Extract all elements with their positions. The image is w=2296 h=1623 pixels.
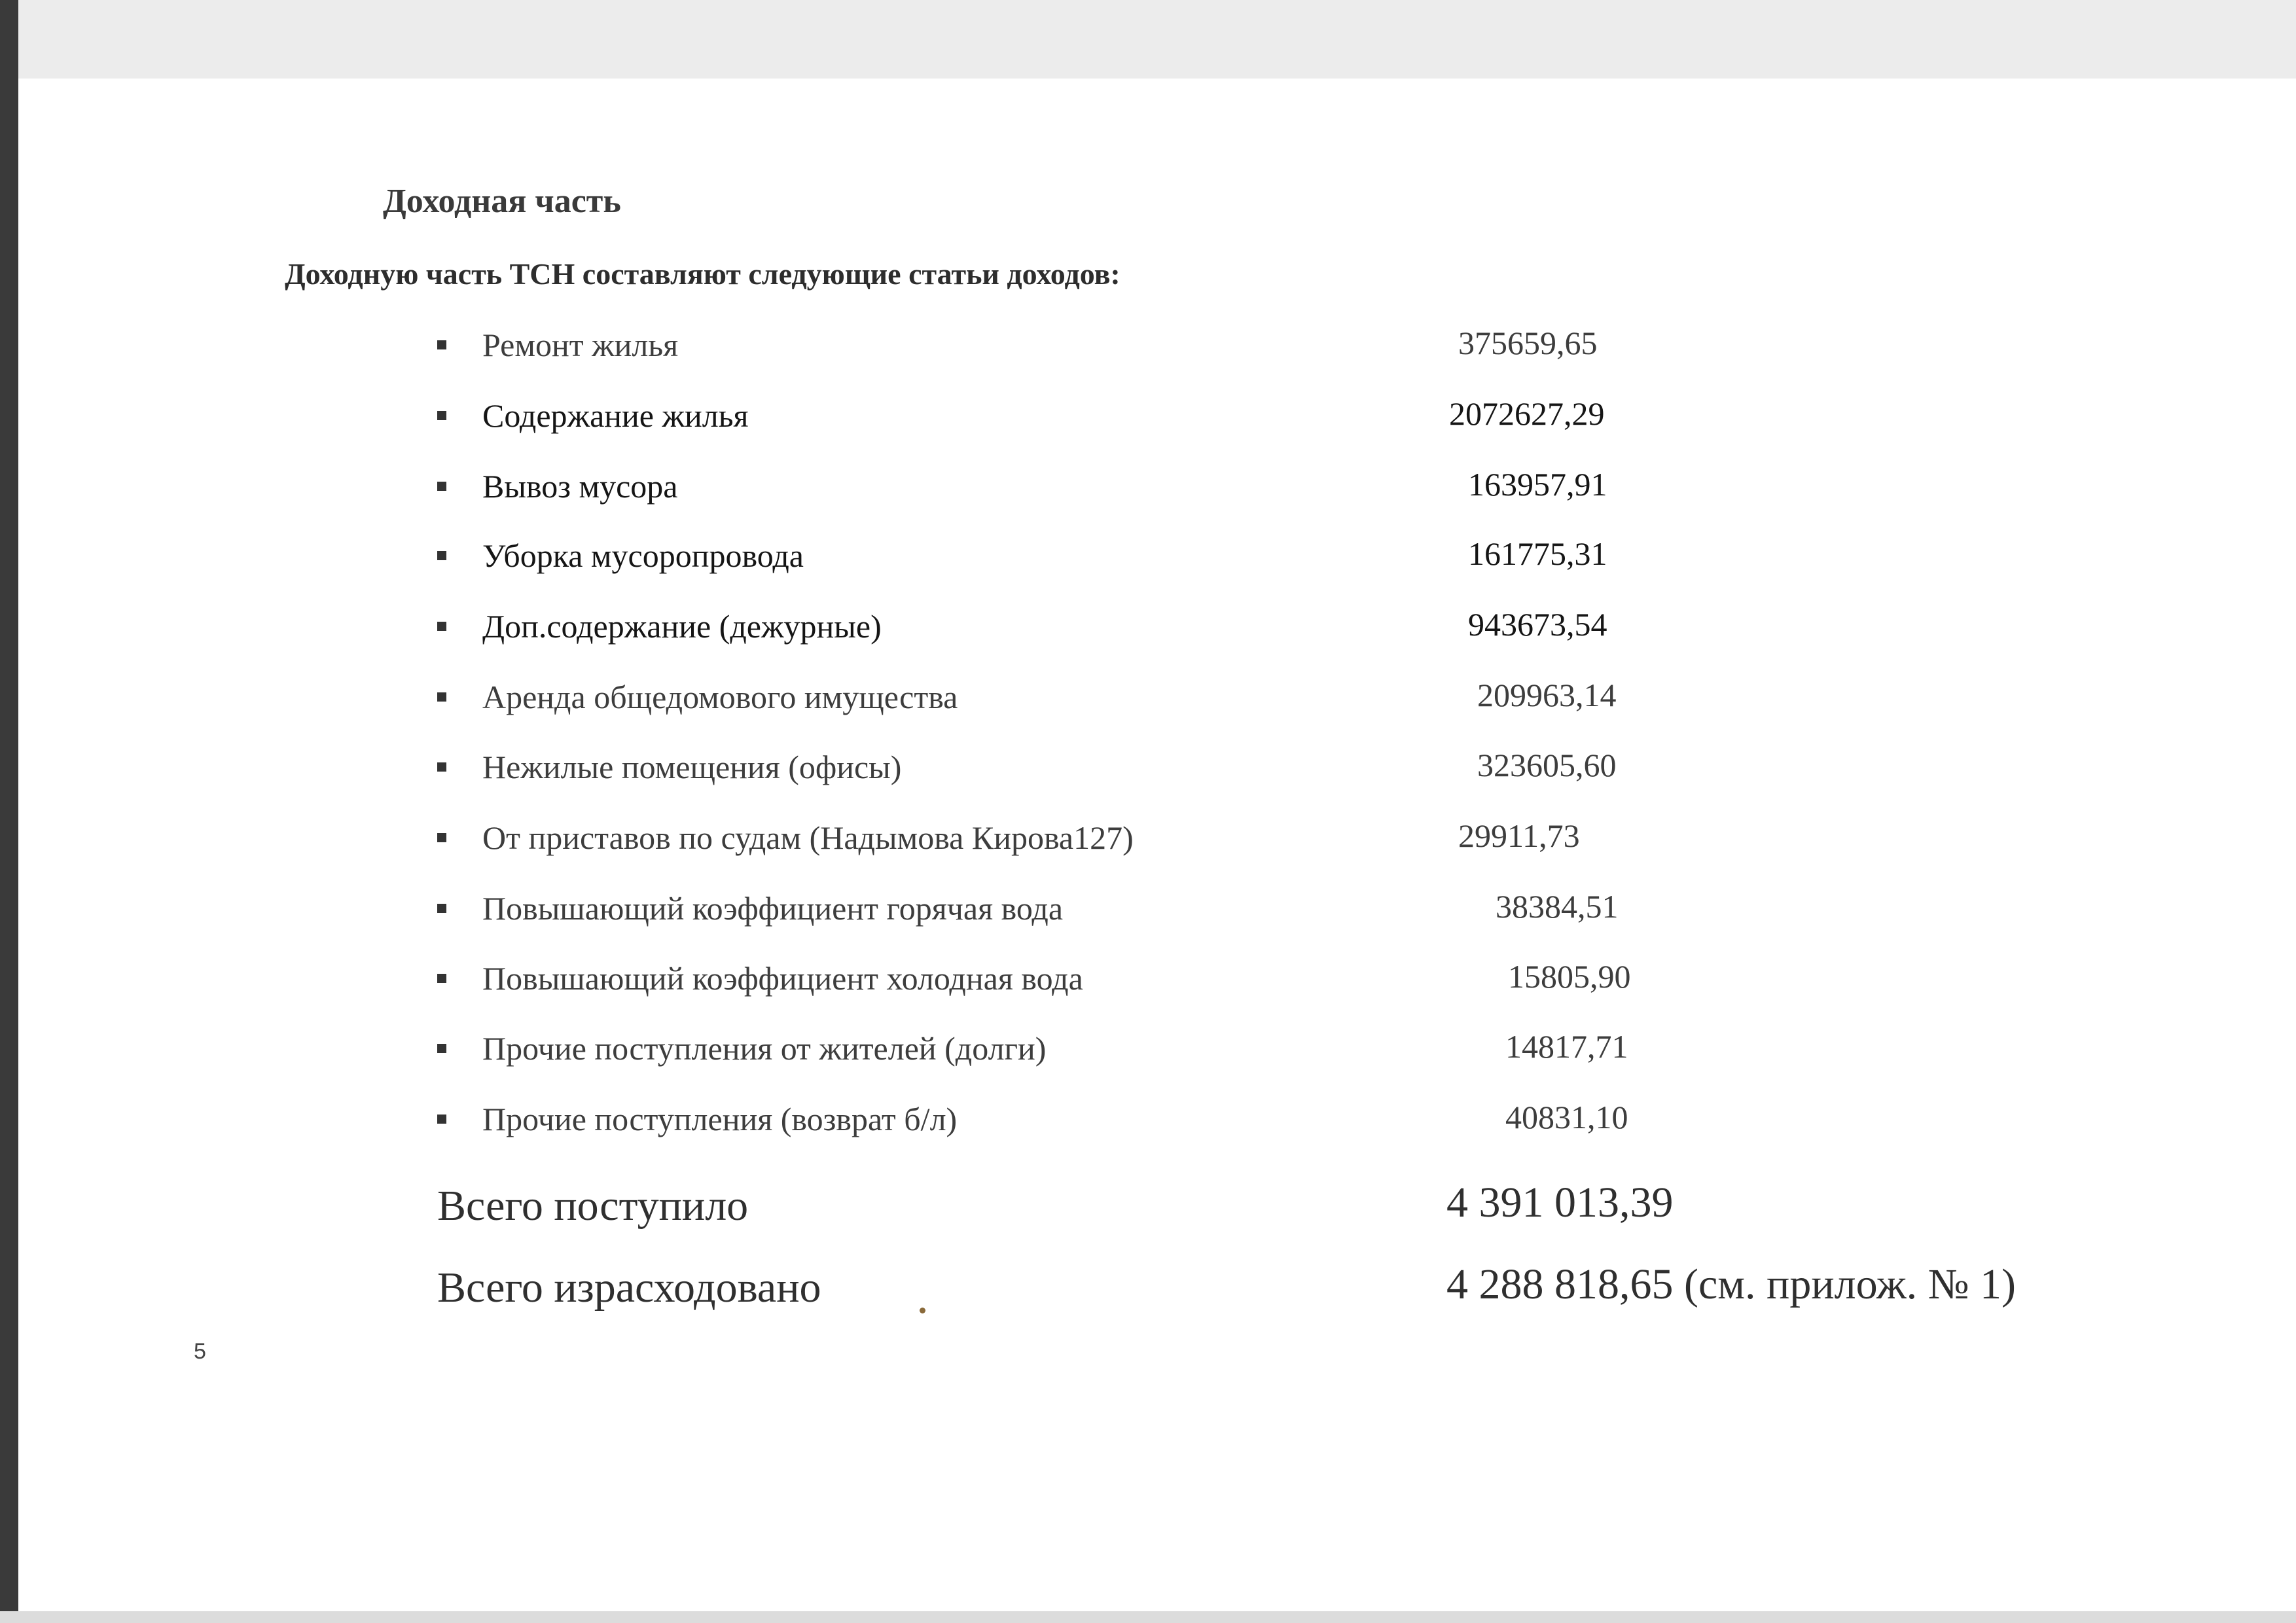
- bullet-icon: [437, 692, 446, 702]
- page-number: 5: [194, 1339, 206, 1364]
- total-spent-value: 4 288 818,65 (см. прилож. № 1): [1446, 1260, 2017, 1308]
- section-subheading: Доходную часть ТСН составляют следующие статьи доходов:: [285, 257, 1121, 291]
- bullet-icon: [437, 411, 446, 420]
- income-item: [0, 462, 2296, 514]
- total-received-label: Всего поступило: [437, 1182, 749, 1230]
- ink-speck: [920, 1308, 925, 1313]
- bullet-icon: [437, 622, 446, 631]
- income-item: [0, 602, 2296, 654]
- income-item: [0, 321, 2296, 373]
- income-item: [0, 531, 2296, 584]
- income-item-label: От приставов по судам (Надымова Кирова127): [482, 819, 1134, 856]
- income-item-value: 161775,31: [1468, 535, 1607, 572]
- income-item-label: Вывоз мусора: [482, 468, 678, 505]
- income-item-value: 29911,73: [1458, 817, 1580, 854]
- income-item: [0, 743, 2296, 795]
- income-item: [0, 954, 2296, 1007]
- income-item-label: Доп.содержание (дежурные): [482, 608, 882, 645]
- income-item: [0, 813, 2296, 866]
- income-item: [0, 673, 2296, 725]
- bullet-icon: [437, 482, 446, 491]
- income-item-value: 40831,10: [1505, 1099, 1628, 1135]
- income-item-value: 163957,91: [1468, 466, 1607, 503]
- income-item-label: Аренда общедомового имущества: [482, 679, 958, 715]
- scan-edge-bottom: [0, 1611, 2296, 1623]
- bullet-icon: [437, 551, 446, 560]
- income-item-value: 15805,90: [1508, 958, 1631, 995]
- income-item-value: 375659,65: [1458, 325, 1598, 361]
- income-item: [0, 884, 2296, 936]
- income-item: [0, 391, 2296, 444]
- income-item-value: 209963,14: [1477, 677, 1617, 713]
- bullet-icon: [437, 974, 446, 983]
- bullet-icon: [437, 1044, 446, 1053]
- income-item-value: 323605,60: [1477, 747, 1617, 783]
- total-spent-label: Всего израсходовано: [437, 1264, 821, 1311]
- income-item-label: Повышающий коэффициент холодная вода: [482, 960, 1083, 997]
- section-heading: Доходная часть: [383, 183, 621, 220]
- scan-shadow-top: [0, 0, 2296, 85]
- bullet-icon: [437, 1115, 446, 1124]
- income-item-value: 38384,51: [1496, 888, 1619, 925]
- bullet-icon: [437, 904, 446, 913]
- income-item: [0, 1024, 2296, 1077]
- income-item-value: 2072627,29: [1449, 395, 1605, 432]
- income-item-label: Прочие поступления от жителей (долги): [482, 1030, 1047, 1067]
- income-item-label: Прочие поступления (возврат б/л): [482, 1101, 958, 1137]
- bullet-icon: [437, 833, 446, 842]
- income-item-label: Нежилые помещения (офисы): [482, 749, 902, 785]
- income-item: [0, 1095, 2296, 1147]
- income-item-label: Ремонт жилья: [482, 327, 679, 363]
- total-received-value: 4 391 013,39: [1446, 1179, 1674, 1226]
- scan-edge-left: [0, 0, 18, 1623]
- income-item-label: Уборка мусоропровода: [482, 537, 804, 574]
- income-item-label: Повышающий коэффициент горячая вода: [482, 890, 1064, 927]
- income-item-label: Содержание жилья: [482, 397, 749, 434]
- income-item-value: 14817,71: [1505, 1028, 1628, 1065]
- income-item-value: 943673,54: [1468, 606, 1607, 643]
- bullet-icon: [437, 762, 446, 772]
- bullet-icon: [437, 340, 446, 349]
